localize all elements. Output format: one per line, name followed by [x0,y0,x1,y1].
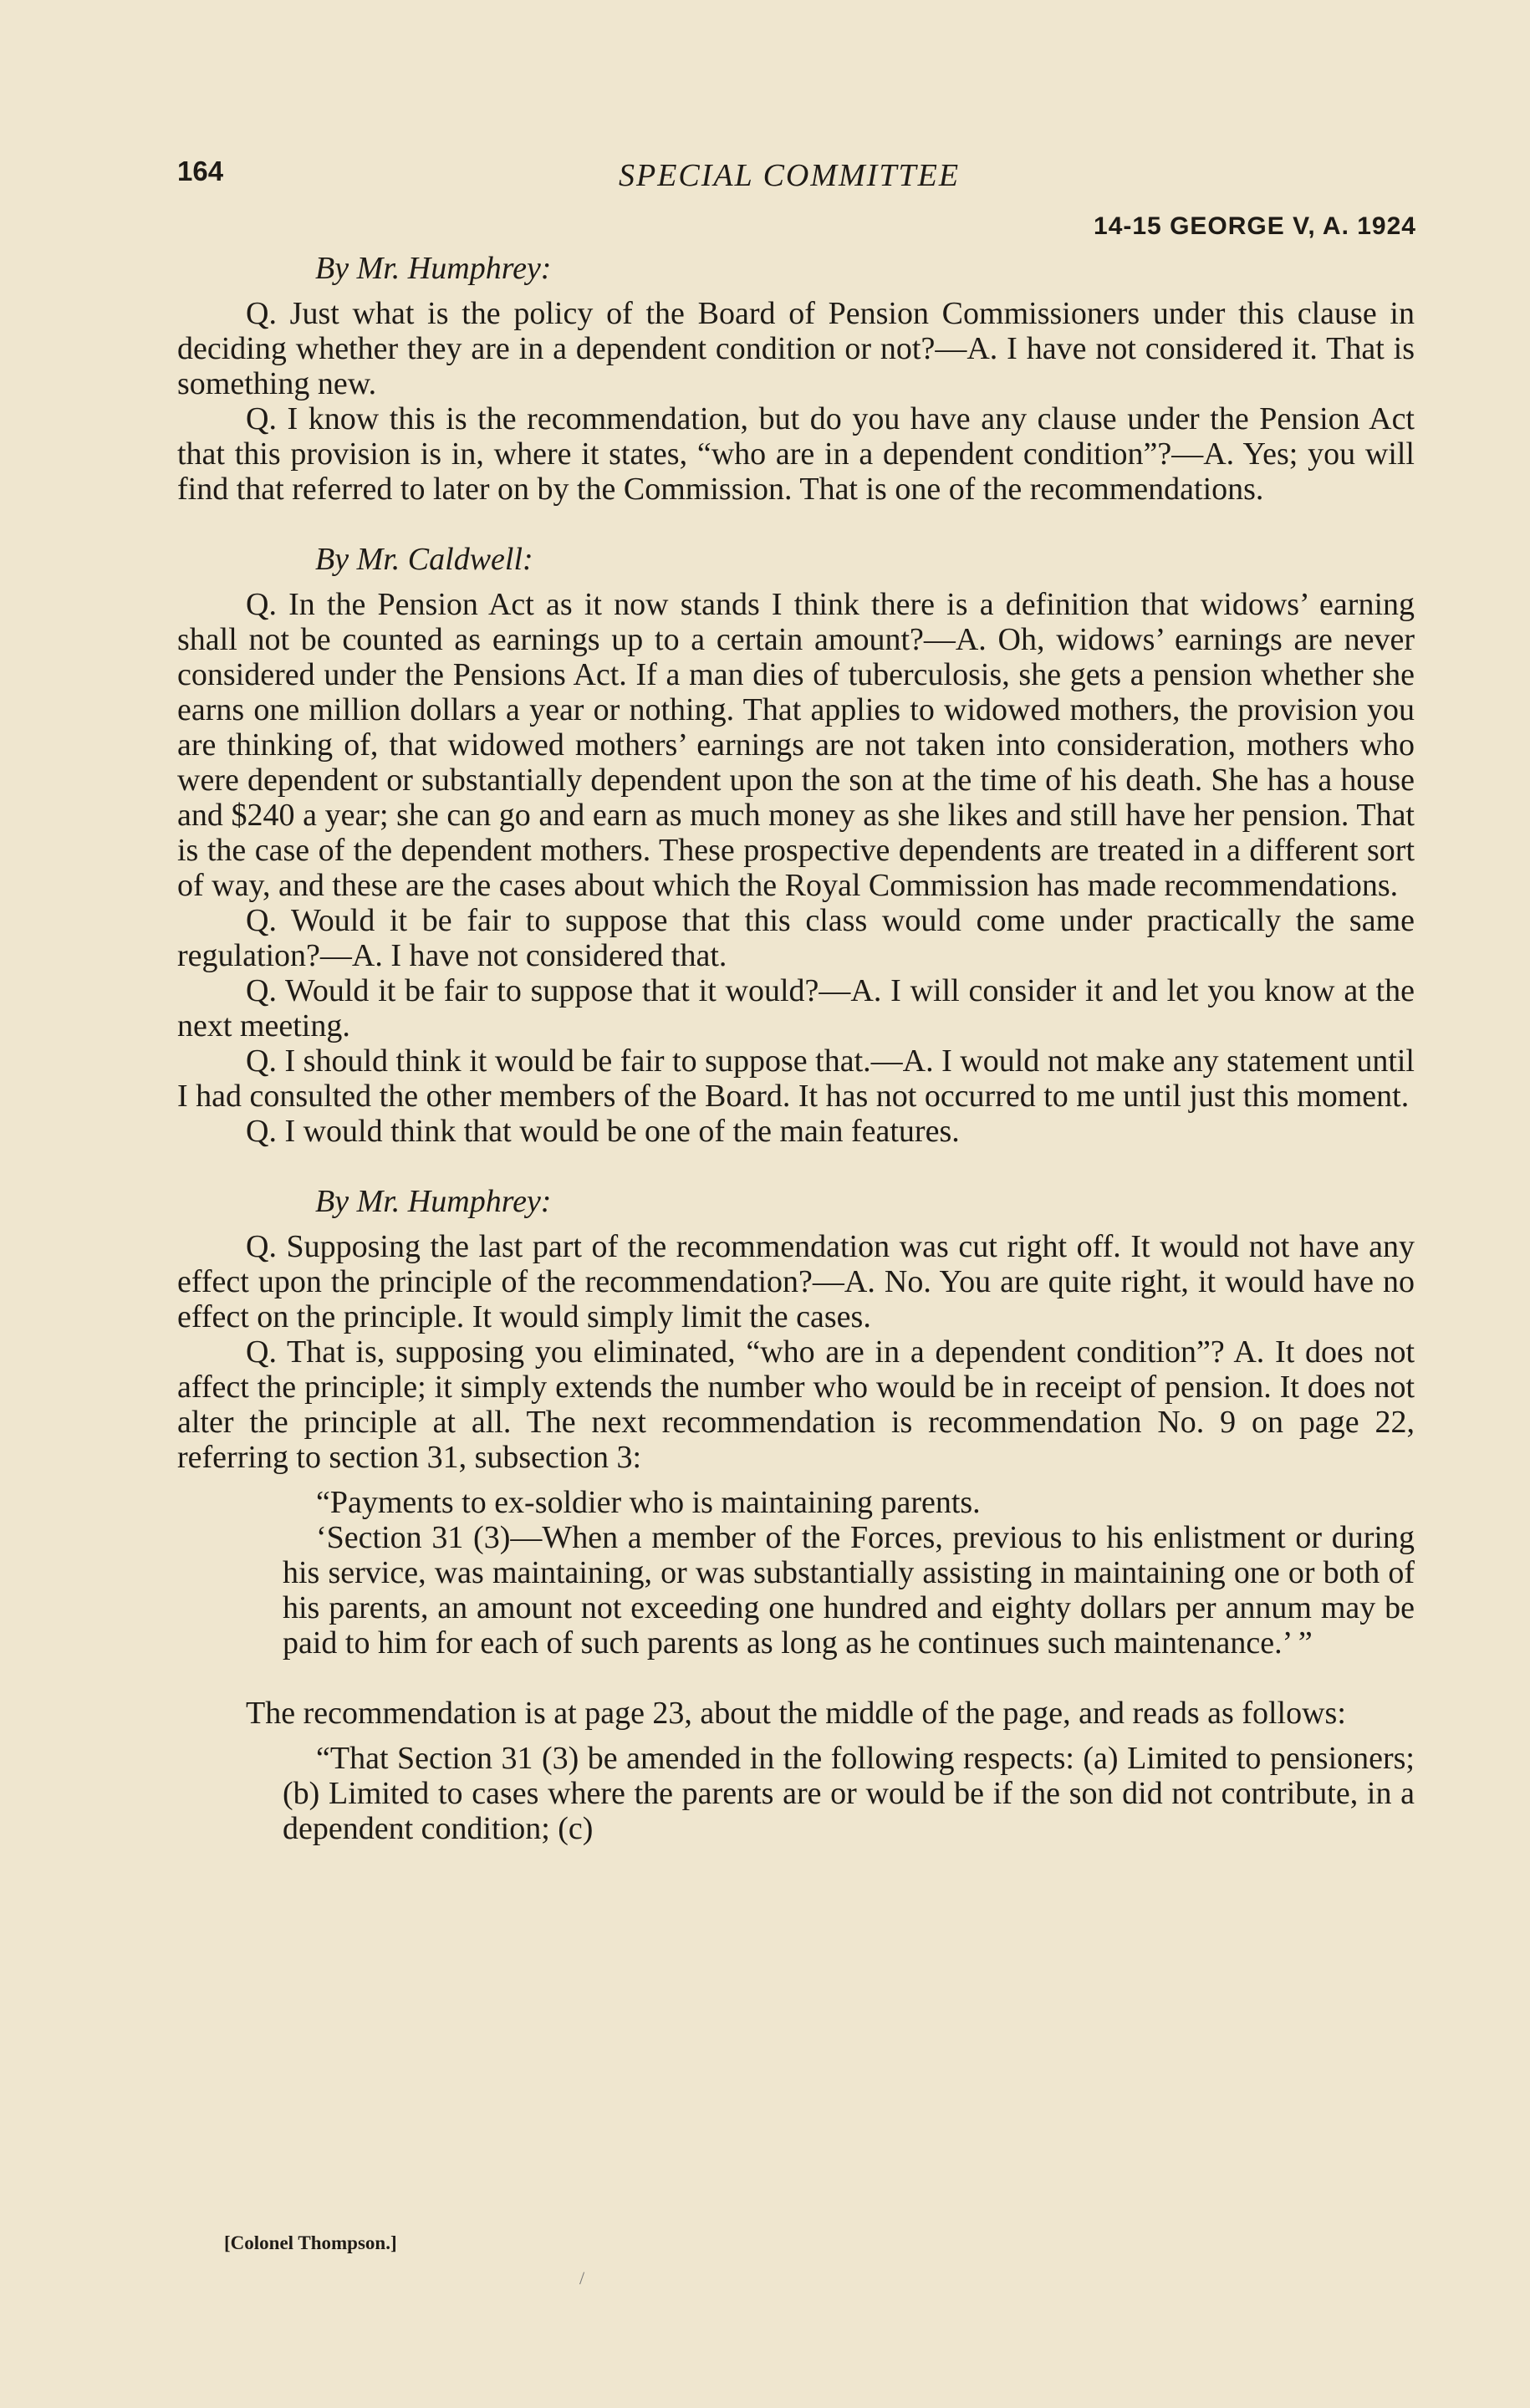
paragraph: Q. Just what is the policy of the Board of Pension Commissioners under this clause in deciding whether they are in a dependent condition or not?—A. I have not considered it. That is something new. [177,296,1415,401]
paragraph: Q. I should think it would be fair to suppose that.—A. I would not make any statement until I had consulted the other members of the Board. It has not occurred to me until just this moment. [177,1043,1415,1114]
page-number: 164 [177,156,224,186]
witness-name: [Colonel Thompson.] [224,2232,397,2253]
paragraph: Q. I know this is the recommendation, but do you have any clause under the Pension Act that this provision is in, where it states, “who are in a dependent condition”?—A. Yes; you will find that referred to later on by the Commission. That is one of the recommendations. [177,401,1415,507]
quote-line: “That Section 31 (3) be amended in the following respects: (a) Limited to pensioners; (b) Limited to cases where the parents are or would be if the son did not contribute, in a dependent condition; (c) [283,1741,1415,1846]
paragraph: Q. That is, supposing you eliminated, “who are in a dependent condition”? A. It does not affect the principle; it simply extends the number who would be in receipt of pension. It does not alter the principle at all. The next recommendation is recommendation No. 9 on page 22, referring to section 31, subsection 3: [177,1334,1415,1475]
paragraph: Q. Supposing the last part of the recommendation was cut right off. It would not have any effect upon the principle of the recommendation?—A. No. You are quite right, it would have no effect on the principle. It would simply limit the cases. [177,1229,1415,1334]
speaker-heading: By Mr. Caldwell: [315,542,533,577]
quote-line: “Payments to ex-soldier who is maintaining parents. [316,1485,981,1520]
paragraph: Q. Would it be fair to suppose that it would?—A. I will consider it and let you know at the next meeting. [177,973,1415,1043]
paragraph: Q. In the Pension Act as it now stands I think there is a definition that widows’ earning shall not be counted as earnings up to a certain amount?—A. Oh, widows’ earnings are never considered under the Pensions Act. If a man dies of tuberculosis, she gets a pension whether she earns one million dollars a year or nothing. That applies to widowed mothers, the provision you are thinking of, that widowed mothers’ earnings are not taken into consideration, mothers who were dependent or substantially dependent upon the son at the time of his death. She has a house and $240 a year; she can go and earn as much money as she likes and still have her pension. That is the case of the dependent mothers. These prospective dependents are treated in a different sort of way, and these are the cases about which the Royal Commission has made recommendations. [177,587,1415,903]
document-body [177,251,1415,1846]
speaker-heading: By Mr. Humphrey: [315,1184,552,1219]
speaker-heading: By Mr. Humphrey: [315,251,552,286]
quoted-section [283,1485,1415,1661]
session-label: 14-15 GEORGE V, A. 1924 [1094,212,1416,240]
paragraph: Q. I would think that would be one of the main features. [246,1114,960,1149]
quote-line: ‘Section 31 (3)—When a member of the Forces, previous to his enlistment or during his service, was maintaining, or was substantially assisting in maintaining one or both of his parents, an amount not exceeding one hundred and eighty dollars per annum may be paid to him for each of such parents as long as he continues such maintenance.’ ” [283,1520,1415,1661]
stray-mark: / [579,2268,585,2288]
running-head: SPECIAL COMMITTEE [619,158,961,193]
paragraph: Q. Would it be fair to suppose that this class would come under practically the same regulation?—A. I have not considered that. [177,903,1415,973]
paragraph: The recommendation is at page 23, about the middle of the page, and reads as follows: [246,1696,1346,1731]
quoted-recommendation [283,1741,1415,1846]
